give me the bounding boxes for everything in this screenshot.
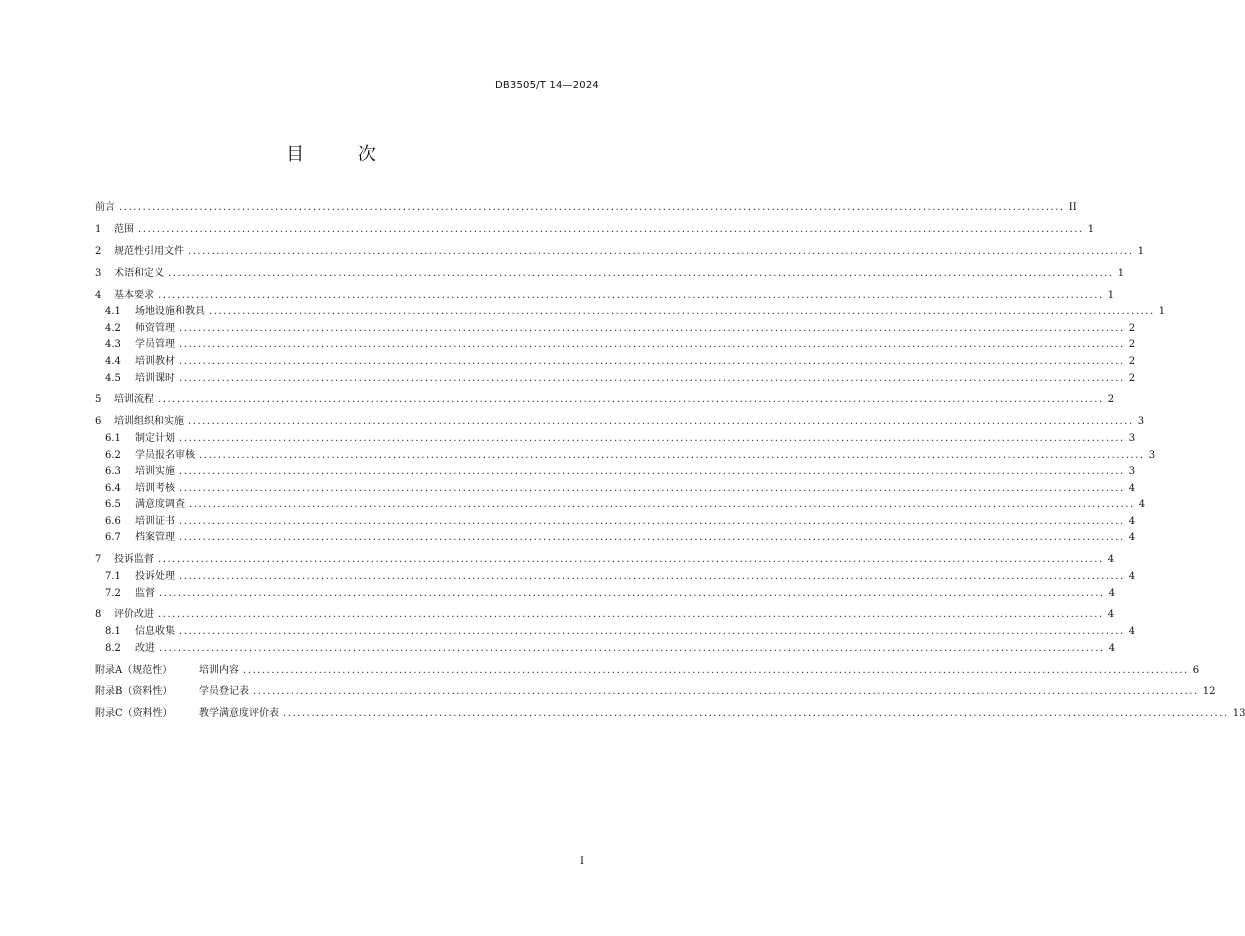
- toc-entry-page: 3: [1128, 432, 1136, 444]
- toc-entry-title: 学员管理: [135, 339, 175, 351]
- toc-leader-dots: ........................................................................................................................................................................................................: [119, 202, 1065, 213]
- toc-leader-dots: ........................................................................................................................................................................................................: [179, 372, 1125, 384]
- toc-entry-page: 4: [1108, 642, 1116, 654]
- toc-entry-number: 3: [95, 267, 102, 279]
- toc-leader-dots: ........................................................................................................................................................................................................: [179, 466, 1125, 478]
- toc-entry-number: 8.1: [105, 626, 121, 638]
- toc-leader-dots: ........................................................................................................................................................................................................: [179, 322, 1125, 334]
- toc-entry-page: 12: [1202, 686, 1216, 698]
- toc-entry-page: 2: [1128, 355, 1136, 367]
- toc-entry-title: 培训考核: [135, 482, 175, 494]
- toc-entry-page: 3: [1128, 466, 1136, 478]
- toc-entry-title: 学员报名审核: [135, 449, 195, 461]
- toc-entry-number: 4.1: [105, 306, 121, 318]
- toc-entry-title: 场地设施和教具: [135, 306, 205, 318]
- toc-entry-title: 培训教材: [135, 355, 175, 367]
- toc-entry-title: 范围: [114, 223, 134, 235]
- toc-entry[interactable]: [95, 607, 1115, 624]
- toc-entry[interactable]: [95, 431, 1136, 448]
- toc-leader-dots: ........................................................................................................................................................................................................: [179, 339, 1125, 351]
- toc-leader-dots: ........................................................................................................................................................................................................: [179, 432, 1125, 444]
- toc-entry[interactable]: [95, 354, 1136, 371]
- toc-entry-title: 培训内容: [199, 664, 239, 676]
- toc-entry-number: 4.3: [105, 339, 121, 351]
- toc-entry-title: 投诉处理: [135, 570, 175, 582]
- toc-entry-title: 评价改进: [114, 609, 154, 621]
- toc-entry-number: 6: [95, 416, 102, 428]
- toc-entry-title: 培训实施: [135, 466, 175, 478]
- toc-entry-page: 1: [1137, 245, 1145, 257]
- toc-entry-title: 术语和定义: [114, 267, 164, 279]
- toc-leader-dots: ........................................................................................................................................................................................................: [189, 499, 1135, 511]
- toc-entry[interactable]: [95, 706, 1245, 723]
- toc-entry-number: 6.7: [105, 532, 121, 544]
- toc-entry-page: 3: [1148, 449, 1156, 461]
- toc-leader-dots: ........................................................................................................................................................................................................: [159, 642, 1105, 654]
- toc-entry[interactable]: [95, 552, 1115, 569]
- toc-entry-title: 培训课时: [135, 372, 175, 384]
- toc-entry-number: 附录C（资料性）: [95, 708, 173, 720]
- toc-entry[interactable]: [95, 222, 1095, 239]
- toc-entry-title: 制定计划: [135, 432, 175, 444]
- document-code: DB3505/T 14—2024: [494, 80, 599, 91]
- toc-entry-page: 6: [1192, 664, 1200, 676]
- table-of-contents: [95, 200, 1245, 723]
- toc-entry-number: 4.4: [105, 355, 121, 367]
- toc-entry-number: 8: [95, 609, 102, 621]
- toc-leader-dots: ........................................................................................................................................................................................................: [188, 245, 1134, 257]
- toc-entry-page: 4: [1107, 609, 1115, 621]
- toc-entry-page: 4: [1128, 482, 1136, 494]
- toc-entry-number: 5: [95, 394, 102, 406]
- toc-leader-dots: ........................................................................................................................................................................................................: [159, 587, 1105, 599]
- toc-entry[interactable]: [95, 663, 1200, 680]
- toc-leader-dots: ........................................................................................................................................................................................................: [179, 532, 1125, 544]
- toc-entry-title: 学员登记表: [199, 686, 249, 698]
- toc-entry-page: 4: [1107, 554, 1115, 566]
- toc-entry-title: 档案管理: [135, 532, 175, 544]
- toc-entry-page: 4: [1128, 626, 1136, 638]
- toc-entry[interactable]: [95, 200, 1077, 217]
- toc-leader-dots: ........................................................................................................................................................................................................: [179, 482, 1125, 494]
- toc-entry[interactable]: [95, 481, 1136, 498]
- toc-entry[interactable]: [95, 244, 1145, 261]
- toc-entry-page: 1: [1117, 267, 1125, 279]
- toc-entry[interactable]: [95, 321, 1136, 338]
- toc-leader-dots: ........................................................................................................................................................................................................: [283, 708, 1229, 720]
- toc-entry-title: 前言: [95, 202, 115, 213]
- toc-entry[interactable]: [95, 530, 1136, 547]
- toc-entry[interactable]: [95, 304, 1166, 321]
- toc-entry[interactable]: [95, 684, 1216, 701]
- toc-entry-number: 7: [95, 554, 102, 566]
- toc-entry-page: 4: [1138, 499, 1146, 511]
- toc-entry-title: 规范性引用文件: [114, 245, 184, 257]
- toc-entry-page: II: [1068, 202, 1077, 213]
- toc-entry-number: 4.2: [105, 322, 121, 334]
- toc-leader-dots: ........................................................................................................................................................................................................: [138, 223, 1084, 235]
- toc-entry-title: 师资管理: [135, 322, 175, 334]
- toc-entry[interactable]: [95, 641, 1116, 658]
- toc-entry-number: 2: [95, 245, 102, 257]
- toc-leader-dots: ........................................................................................................................................................................................................: [243, 664, 1189, 676]
- toc-entry-number: 4.5: [105, 372, 121, 384]
- toc-entry-page: 4: [1128, 515, 1136, 527]
- toc-entry[interactable]: [95, 371, 1136, 388]
- page-number: I: [580, 856, 584, 867]
- toc-entry-page: 2: [1128, 339, 1136, 351]
- toc-entry-title: 满意度调查: [135, 499, 185, 511]
- toc-entry-title: 培训组织和实施: [114, 416, 184, 428]
- toc-leader-dots: ........................................................................................................................................................................................................: [158, 289, 1104, 301]
- toc-entry[interactable]: [95, 337, 1136, 354]
- toc-entry-title: 培训流程: [114, 394, 154, 406]
- toc-entry[interactable]: [95, 448, 1156, 465]
- toc-entry-title: 监督: [135, 587, 155, 599]
- toc-entry[interactable]: [95, 497, 1146, 514]
- toc-entry[interactable]: [95, 624, 1136, 641]
- toc-leader-dots: ........................................................................................................................................................................................................: [179, 626, 1125, 638]
- page-title: 目 次: [286, 144, 400, 165]
- toc-entry-page: 1: [1107, 289, 1115, 301]
- toc-entry[interactable]: [95, 288, 1115, 305]
- toc-entry-page: 2: [1128, 372, 1136, 384]
- toc-leader-dots: ........................................................................................................................................................................................................: [179, 355, 1125, 367]
- toc-entry-title: 改进: [135, 642, 155, 654]
- toc-leader-dots: ........................................................................................................................................................................................................: [158, 609, 1104, 621]
- toc-entry-page: 2: [1107, 394, 1115, 406]
- toc-entry-number: 1: [95, 223, 102, 235]
- toc-entry[interactable]: [95, 464, 1136, 481]
- toc-entry-title: 基本要求: [114, 289, 154, 301]
- toc-entry-number: 6.6: [105, 515, 121, 527]
- toc-entry-number: 4: [95, 289, 102, 301]
- toc-entry-number: 6.2: [105, 449, 121, 461]
- toc-entry-number: 附录B（资料性）: [95, 686, 173, 698]
- toc-entry-title: 教学满意度评价表: [199, 708, 279, 720]
- toc-entry-title: 信息收集: [135, 626, 175, 638]
- toc-entry[interactable]: [95, 414, 1145, 431]
- toc-entry-page: 4: [1108, 587, 1116, 599]
- toc-leader-dots: ........................................................................................................................................................................................................: [158, 554, 1104, 566]
- toc-entry[interactable]: [95, 266, 1125, 283]
- toc-entry-number: 6.3: [105, 466, 121, 478]
- toc-entry-title: 培训证书: [135, 515, 175, 527]
- toc-entry-page: 4: [1128, 532, 1136, 544]
- toc-entry-page: 13: [1232, 708, 1245, 720]
- toc-leader-dots: ........................................................................................................................................................................................................: [158, 394, 1104, 406]
- toc-entry-number: 6.4: [105, 482, 121, 494]
- toc-entry-page: 4: [1128, 570, 1136, 582]
- toc-leader-dots: ........................................................................................................................................................................................................: [168, 267, 1114, 279]
- toc-entry-page: 2: [1128, 322, 1136, 334]
- toc-leader-dots: ........................................................................................................................................................................................................: [209, 306, 1155, 318]
- toc-entry-title: 投诉监督: [114, 554, 154, 566]
- toc-entry[interactable]: [95, 514, 1136, 531]
- toc-leader-dots: ........................................................................................................................................................................................................: [253, 686, 1199, 698]
- toc-entry-page: 1: [1087, 223, 1095, 235]
- toc-entry-page: 3: [1137, 416, 1145, 428]
- toc-entry-number: 附录A（规范性）: [95, 664, 173, 676]
- toc-entry-number: 8.2: [105, 642, 121, 654]
- toc-entry-number: 7.2: [105, 587, 121, 599]
- toc-leader-dots: ........................................................................................................................................................................................................: [188, 416, 1134, 428]
- toc-entry[interactable]: [95, 392, 1115, 409]
- toc-entry-number: 6.1: [105, 432, 121, 444]
- toc-entry[interactable]: [95, 569, 1136, 586]
- toc-entry[interactable]: [95, 586, 1116, 603]
- toc-leader-dots: ........................................................................................................................................................................................................: [179, 515, 1125, 527]
- toc-leader-dots: ........................................................................................................................................................................................................: [199, 449, 1145, 461]
- toc-leader-dots: ........................................................................................................................................................................................................: [179, 570, 1125, 582]
- toc-entry-page: 1: [1158, 306, 1166, 318]
- toc-entry-number: 6.5: [105, 499, 121, 511]
- toc-entry-number: 7.1: [105, 570, 121, 582]
